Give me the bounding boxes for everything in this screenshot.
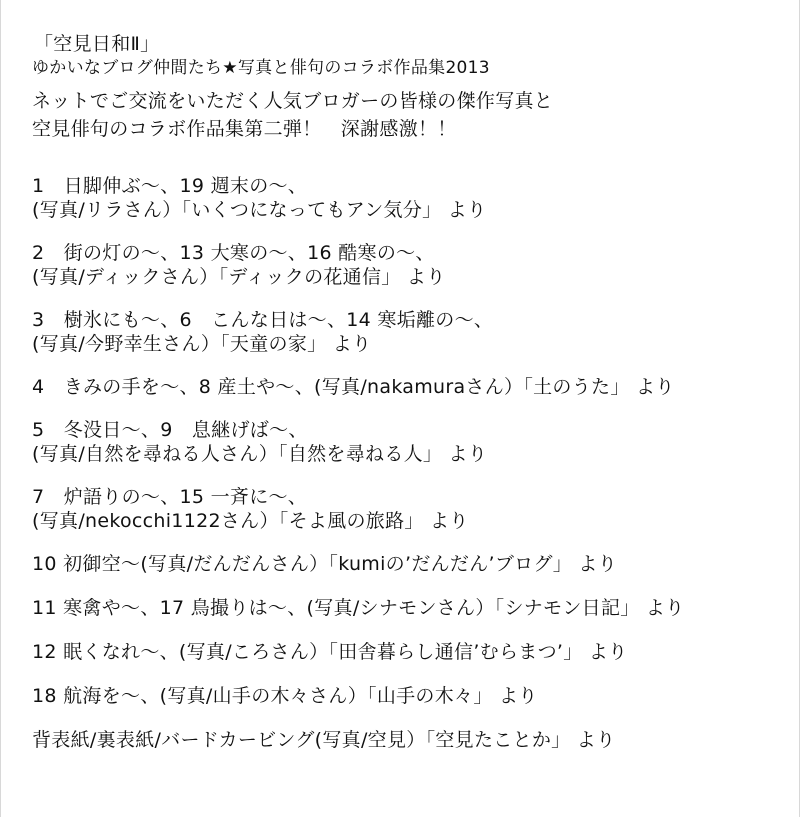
entry-credit-line: (写真/自然を尋ねる人さん）「自然を尋ねる人」 より bbox=[32, 443, 488, 465]
entry-haiku-line: 2 街の灯の～、13 大寒の～、16 酷寒の～、 bbox=[32, 242, 435, 264]
list-item bbox=[32, 241, 792, 289]
entry-haiku-line: 3 樹氷にも～、6 こんな日は～、14 寒垢離の～、 bbox=[32, 309, 494, 331]
entry-haiku-line: 5 冬没日～、9 息継げば～、 bbox=[32, 419, 308, 441]
entry-list bbox=[32, 174, 792, 752]
entry-haiku-line: 11 寒禽や～、17 鳥撮りは～、(写真/シナモンさん）「シナモン日記」 より bbox=[32, 597, 685, 619]
entry-haiku-line: 4 きみの手を～、8 産土や～、(写真/nakamuraさん）「土のうた」 より bbox=[32, 376, 675, 398]
entry-haiku-line: 背表紙/裏表紙/バードカービング(写真/空見）「空見たことか」 より bbox=[32, 729, 616, 751]
list-item bbox=[32, 418, 792, 466]
entry-credit-line: (写真/今野幸生さん）「天童の家」 より bbox=[32, 333, 372, 355]
list-item bbox=[32, 375, 792, 399]
entry-credit-line: (写真/ディックさん）「ディックの花通信」 より bbox=[32, 266, 446, 288]
page-subtitle: ゆかいなブログ仲間たち★写真と俳句のコラボ作品集2013 bbox=[32, 58, 490, 78]
entry-haiku-line: 18 航海を～、(写真/山手の木々さん）「山手の木々」 より bbox=[32, 685, 538, 707]
intro-line: ネットでご交流をいただく人気ブロガーの皆様の傑作写真と bbox=[32, 90, 554, 112]
list-item bbox=[32, 640, 792, 664]
page-title: 「空見日和Ⅱ」 bbox=[34, 33, 160, 55]
list-item bbox=[32, 728, 792, 752]
entry-haiku-line: 12 眠くなれ～、(写真/ころさん）「田舎暮らし通信’むらまつ’」 より bbox=[32, 641, 628, 663]
entry-haiku-line: 7 炉語りの～、15 一斉に～、 bbox=[32, 486, 308, 508]
list-item bbox=[32, 308, 792, 356]
intro-line: 空見俳句のコラボ作品集第二弾！ 深謝感激！！ bbox=[32, 118, 457, 140]
entry-haiku-line: 10 初御空～(写真/だんだんさん）「kumiの’だんだん’ブログ」 より bbox=[32, 553, 617, 575]
list-item bbox=[32, 485, 792, 533]
list-item bbox=[32, 596, 792, 620]
list-item bbox=[32, 684, 792, 708]
entry-credit-line: (写真/nekocchi1122さん）「そよ風の旅路」 より bbox=[32, 510, 469, 532]
entry-credit-line: (写真/リラさん）「いくつになってもアン気分」 より bbox=[32, 199, 487, 221]
entry-haiku-line: 1 日脚伸ぶ～、19 週末の～、 bbox=[32, 175, 308, 197]
list-item bbox=[32, 552, 792, 576]
list-item bbox=[32, 174, 792, 222]
intro-paragraph bbox=[32, 86, 792, 142]
document-content bbox=[32, 32, 792, 771]
